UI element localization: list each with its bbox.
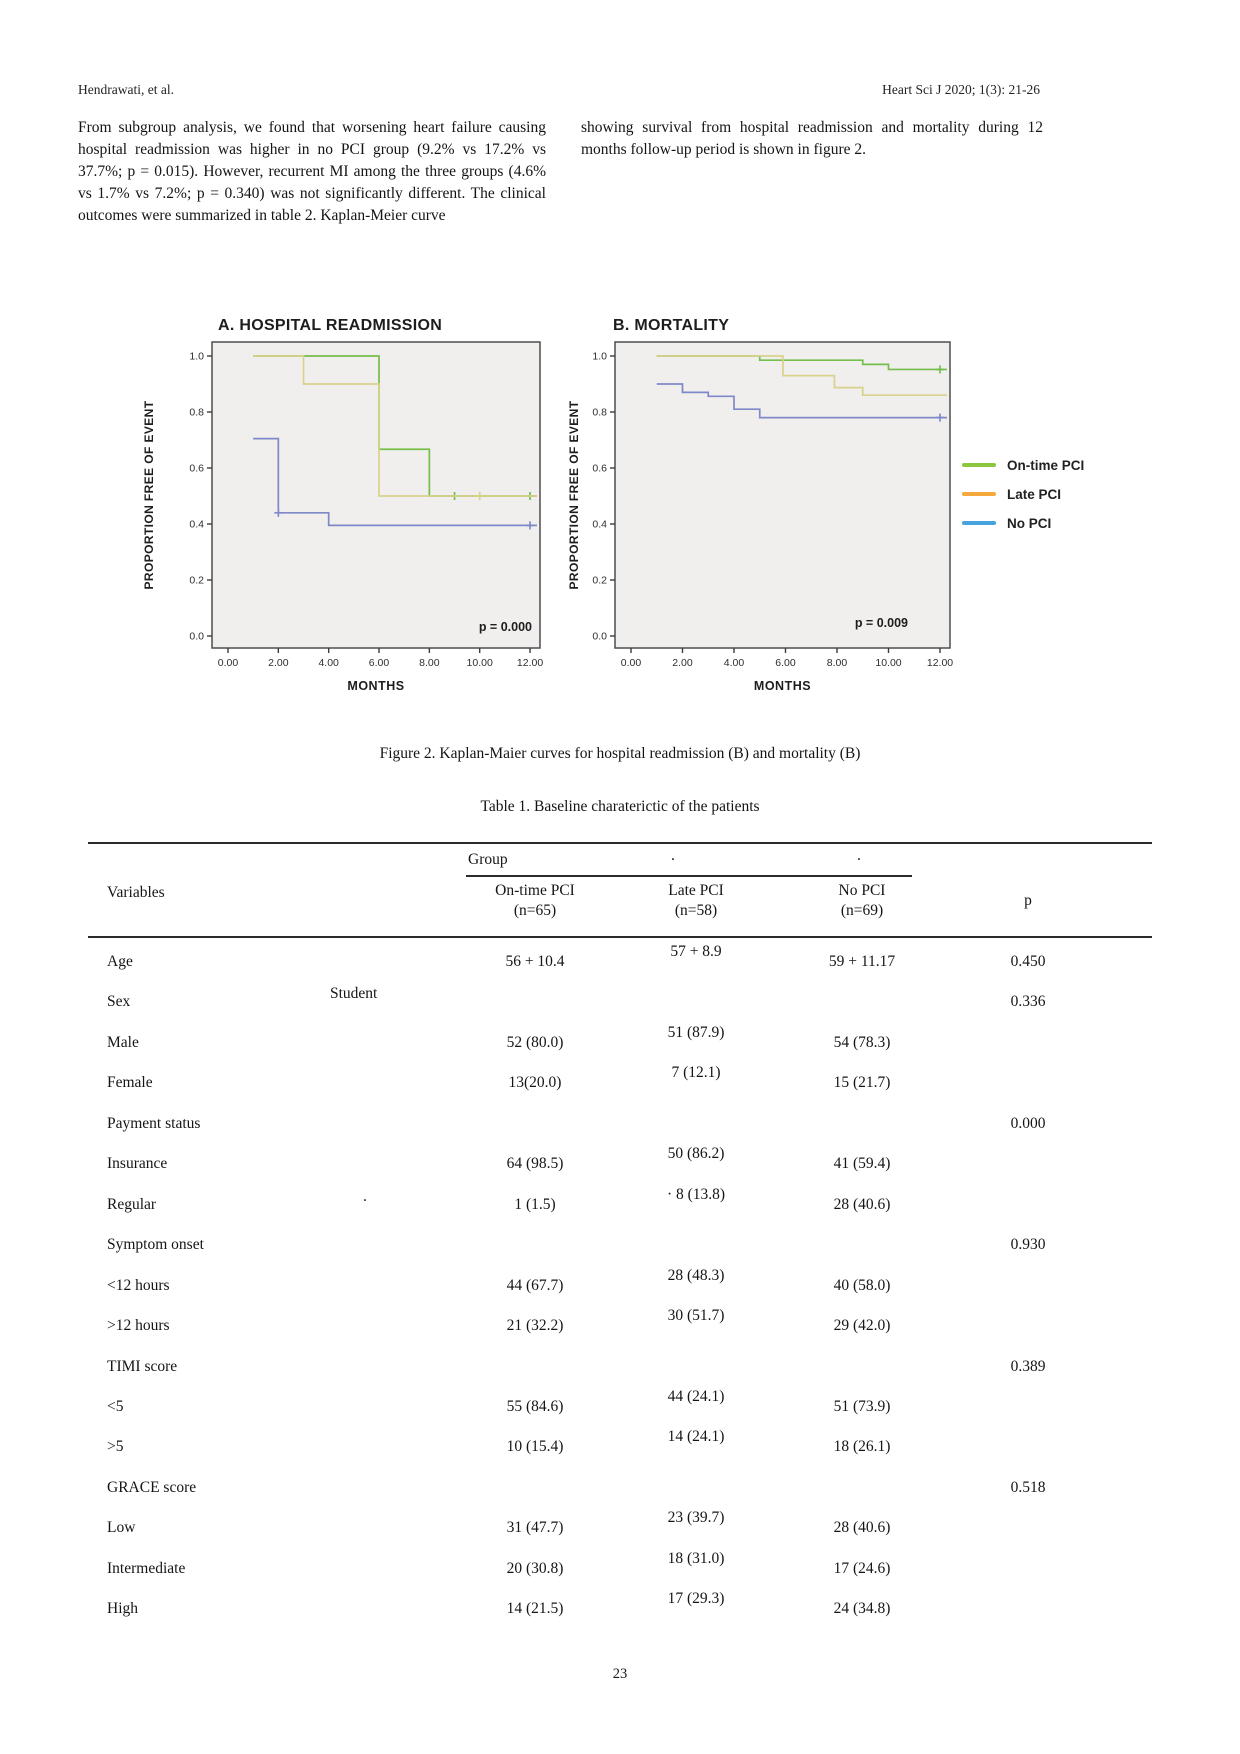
body-text-right-column: showing survival from hospital readmission and mortality during 12 months follow-up period is shown in figure 2. [581,119,1043,158]
legend-label: Late PCI [1007,486,1062,502]
group-column-header: No PCI [838,882,886,899]
cell-no-pci: 40 (58.0) [833,1276,891,1294]
legend-line-swatch [962,492,996,496]
cell-no-pci: 24 (34.8) [833,1600,891,1618]
y-tick-label: 0.4 [592,518,607,531]
cell-ontime-pci: 44 (67.7) [506,1276,564,1294]
row-variable: Insurance [107,1155,168,1173]
cell-no-pci: 28 (40.6) [833,1195,891,1213]
y-axis-label: PROPORTION FREE OF EVENT [142,400,156,590]
chart-title: B. MORTALITY [613,317,730,334]
x-tick-label: 4.00 [723,657,745,669]
group-header: Group [468,851,508,868]
x-tick-label: 0.00 [620,657,642,669]
cell-late-pci: · 8 (13.8) [666,1185,726,1203]
plot-area [615,342,950,648]
cell-p-value: 0.930 [1010,1236,1046,1254]
legend-line-swatch [962,463,996,467]
y-tick-label: 0.0 [592,630,607,643]
x-tick-label: 2.00 [268,657,289,669]
row-variable: Payment status [107,1114,201,1132]
row-variable: >5 [107,1438,124,1456]
km-chart-mortality [535,300,965,700]
cell-late-pci: 30 (51.7) [667,1307,725,1325]
body-text-left-column: From subgroup analysis, we found that worsening heart failure causing hospital readmission was higher in no PCI group (9.2% vs 17.2% vs 37.7%; p = 0.015). However, recurrent MI among the three groups (4.6% vs 1.7% vs 7.2%; p = 0.340) was not significantly different. The clinical outcomes were summarized in table 2. Kaplan-Meier curve [78,119,546,224]
table-title: Table 1. Baseline charaterictic of the patients [480,798,760,815]
x-tick-label: 10.00 [875,657,902,669]
cell-ontime-pci: 14 (21.5) [506,1600,564,1618]
scan-artifact-dot: . [857,847,861,864]
cell-ontime-pci: 20 (30.8) [506,1559,564,1577]
cell-late-pci: 18 (31.0) [667,1549,725,1567]
cell-ontime-pci: 31 (47.7) [506,1519,564,1537]
x-tick-label: 12.00 [926,657,954,669]
row-variable: Age [107,953,133,970]
cell-no-pci: 18 (26.1) [833,1438,891,1456]
cell-p-value: 0.389 [1010,1357,1046,1375]
row-variable: >12 hours [107,1317,170,1335]
cell-ontime-pci: 21 (32.2) [506,1317,564,1335]
cell-ontime-pci: 55 (84.6) [506,1397,564,1415]
baseline-characteristics-table [88,842,1152,1652]
legend-label: On-time PCI [1007,457,1085,473]
page-number: 23 [612,1666,628,1682]
running-header-authors: Hendrawati, et al. [78,82,174,97]
cell-late-pci: 51 (87.9) [667,1023,725,1041]
x-tick-label: 6.00 [775,657,796,669]
p-value-label: p = 0.009 [854,616,908,630]
row-variable: Symptom onset [107,1236,204,1254]
row-variable: Low [107,1519,136,1537]
legend-entry-on-time-pci [962,455,1084,475]
cell-no-pci: 17 (24.6) [833,1559,891,1577]
row-variable: <12 hours [107,1276,170,1294]
chart-title: A. HOSPITAL READMISSION [218,317,443,334]
cell-no-pci: 29 (42.0) [833,1317,891,1335]
table-top-rule [88,842,1152,844]
cell-ontime-pci: 64 (98.5) [506,1155,564,1173]
cell-ontime-pci: 56 + 10.4 [505,953,565,970]
group-column-n: (n=58) [674,902,718,919]
scan-artifact-text: Student [330,985,378,1003]
group-column-header: On-time PCI [495,882,575,899]
y-tick-label: 0.2 [592,574,607,587]
cell-late-pci: 50 (86.2) [667,1145,725,1163]
y-tick-label: 0.0 [189,630,204,643]
row-variable: Female [107,1074,153,1092]
cell-late-pci: 57 + 8.9 [670,943,722,960]
x-tick-label: 2.00 [672,657,693,669]
legend-label: No PCI [1007,515,1052,531]
y-tick-label: 0.2 [189,574,204,587]
cell-ontime-pci: 13(20.0) [508,1074,562,1092]
cell-late-pci: 17 (29.3) [667,1590,725,1608]
legend-entry-late-pci [962,484,1084,504]
y-tick-label: 0.6 [592,462,607,475]
legend-entry-no-pci [962,513,1084,533]
legend-line-swatch [962,521,996,525]
cell-p-value: 0.000 [1010,1114,1046,1132]
cell-p-value: 0.518 [1010,1478,1046,1496]
group-underline-rule [466,875,912,877]
cell-no-pci: 51 (73.9) [833,1397,891,1415]
x-tick-label: 10.00 [466,657,493,669]
row-variable: High [107,1600,138,1618]
figure-caption: Figure 2. Kaplan-Maier curves for hospital readmission (B) and mortality (B) [379,745,861,762]
y-tick-label: 0.6 [189,462,204,475]
y-axis-label: PROPORTION FREE OF EVENT [567,400,581,590]
x-tick-label: 12.00 [516,657,544,669]
cell-ontime-pci: 10 (15.4) [506,1438,564,1456]
scan-artifact-text: . [363,1187,367,1205]
x-tick-label: 4.00 [318,657,339,669]
row-variable: GRACE score [107,1478,197,1496]
cell-late-pci: 7 (12.1) [671,1064,721,1082]
row-variable: <5 [107,1397,124,1415]
row-variable: TIMI score [107,1357,178,1375]
y-tick-label: 0.8 [189,406,204,419]
cell-no-pci: 41 (59.4) [833,1155,891,1173]
cell-no-pci: 54 (78.3) [833,1033,891,1051]
group-column-n: (n=65) [513,902,557,919]
cell-late-pci: 23 (39.7) [667,1509,725,1527]
cell-p-value: 0.336 [1010,993,1046,1011]
cell-no-pci: 15 (21.7) [833,1074,891,1092]
x-tick-label: 8.00 [419,657,440,669]
x-axis-label: MONTHS [347,679,405,693]
table-header-bottom-rule [88,936,1152,938]
x-tick-label: 0.00 [217,657,239,669]
row-variable: Intermediate [107,1559,186,1577]
row-variable: Sex [107,993,131,1011]
x-tick-label: 8.00 [826,657,848,669]
cell-no-pci: 28 (40.6) [833,1519,891,1537]
km-chart-hospital-readmission [135,300,545,700]
x-tick-label: 6.00 [368,657,390,669]
scan-artifact-dot: . [671,847,675,864]
y-tick-label: 0.4 [189,518,204,531]
cell-p-value: 0.450 [1010,953,1046,970]
y-tick-label: 1.0 [592,350,607,363]
cell-ontime-pci: 1 (1.5) [514,1195,556,1213]
p-value-label: p = 0.000 [478,620,532,634]
cell-late-pci: 28 (48.3) [667,1266,725,1284]
plot-area [212,342,540,648]
running-header-journal: Heart Sci J 2020; 1(3): 21-26 [882,82,1040,97]
variables-header: Variables [107,884,165,901]
group-column-header: Late PCI [668,882,724,899]
row-variable: Male [107,1033,139,1051]
cell-no-pci: 59 + 11.17 [828,953,896,970]
y-tick-label: 1.0 [189,350,204,363]
x-axis-label: MONTHS [753,679,812,693]
group-column-n: (n=69) [840,902,884,919]
cell-late-pci: 14 (24.1) [667,1428,725,1446]
cell-ontime-pci: 52 (80.0) [506,1033,564,1051]
y-tick-label: 0.8 [592,406,607,419]
cell-late-pci: 44 (24.1) [667,1387,725,1405]
chart-legend [962,455,1084,542]
row-variable: Regular [107,1195,157,1213]
p-column-header: p [1024,892,1032,909]
